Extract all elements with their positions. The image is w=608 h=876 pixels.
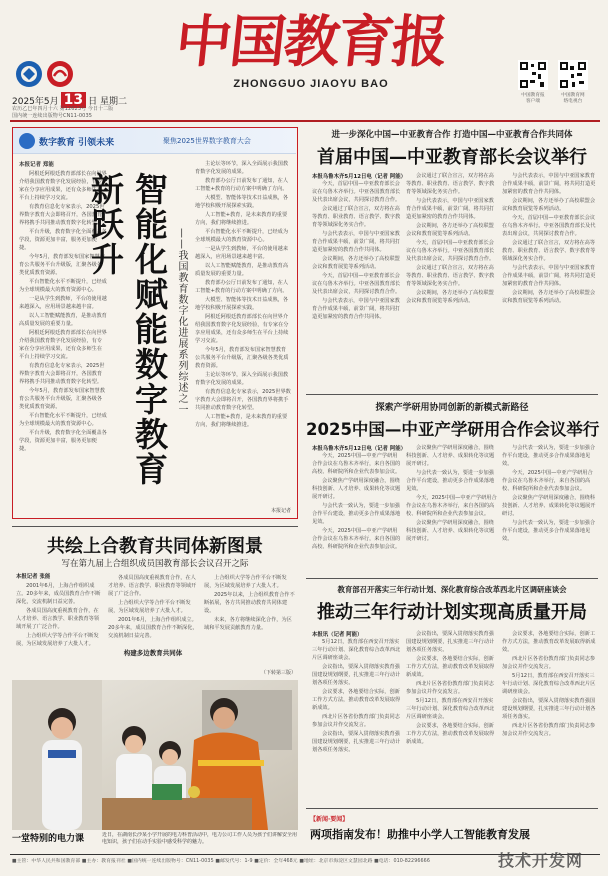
qr-code-icon[interactable]: [558, 60, 588, 90]
article-d-headline: 推动三年行动计划实现高质量开局: [317, 602, 587, 623]
paragraph: 与会代表一致认为，要进一步加强合作平台建设，推动更多合作成果落地见效。: [502, 445, 596, 467]
paragraph: 会议聚焦产学研用深度融合，围绕科技创新、人才培养、成果转化等议题展开研讨。: [406, 520, 495, 542]
paragraph: 会议通过了联合宣言，双方将在高等教育、职业教育、语言教学、数字教育等领域深化务实合作。: [502, 240, 596, 262]
news-flash-headline[interactable]: 两项指南发布！助推中小学人工智能教育发展: [310, 828, 530, 841]
paragraph: 上合组织大学等合作平台不断发展，为区域发展培养了大批人才。: [204, 575, 287, 589]
paragraph: 会议通过了联合宣言，双方将在高等教育、职业教育、语言教学、数字教育等领域深化务实合作。: [406, 265, 495, 287]
photo-block: [12, 680, 298, 850]
article-d-col-2: [406, 630, 498, 804]
paragraph: 会议指出，要深入贯彻落实教育强国建设规划纲要，扎实推进三年行动计划各项任务落实。: [312, 664, 401, 686]
paragraph: 2001年6月，上海合作组织成立。20多年来，成员国教育合作不断深化，交流机制日益完善。: [108, 617, 198, 639]
paragraph: 今天，2025中国—中亚产学研用合作会议在乌鲁木齐举行，来自各国的高校、科研院所和企业代表参加会议。: [502, 470, 593, 492]
paragraph: 会议指出，要深入贯彻落实教育强国建设规划纲要，扎实推进三年行动计划各项任务落实。: [406, 631, 495, 653]
article-c-col-3: [204, 574, 296, 676]
feature-banner-left: 数字教育 引领未来: [39, 138, 115, 148]
paragraph: 会议要求，各地要结合实际，创新工作方式方法，推动教育改革发展取得新成效。: [406, 723, 495, 745]
paragraph: 主论坛等环节，深入全面展示我国教育数字化发展的成果。: [195, 161, 289, 175]
article-d-col-1: [312, 638, 402, 804]
paragraph: 会议期间，各方还举办了高校联盟会议和教育展览等系列活动。: [312, 256, 400, 270]
paragraph: 人工智能+教育，是未来教育的重要方向，我们将继续推进。: [195, 212, 288, 226]
site-watermark: 技术开发网: [498, 851, 584, 870]
article-a-col-3: [502, 172, 596, 392]
article-a: [306, 128, 598, 396]
divider: [306, 578, 598, 579]
paragraph: 会议通过了联合宣言，双方将在高等教育、职业教育、语言教学、数字教育等领域深化务实合作。: [312, 206, 401, 228]
paragraph: 会议要求，各地要结合实际，创新工作方式方法，推动教育改革发展取得新成效。: [312, 689, 401, 711]
paragraph: 5月12日，教育部在西安召开落实三年行动计划、深化教育综合改革西北片区调研座谈会。: [312, 639, 401, 661]
paragraph: 今年5月，教育部发布国家智慧教育公共服务平台升级版，汇聚各级各类优质教育资源。: [19, 254, 105, 276]
qr-label-tv: 中国教育网 络电视台: [561, 93, 585, 104]
paragraph: 上合组织大学等合作平台不断发展，为区域发展培养了大批人才。: [108, 600, 191, 614]
divider: [306, 808, 598, 809]
article-b-headline: 2025中国—中亚产学研用合作会议举行: [306, 420, 600, 439]
paragraph: 以人工智能赋能教育，是推动教育高质量发展的重要力量。: [19, 313, 107, 327]
article-c-byline: 本报记者 张能: [16, 574, 51, 580]
feature-byline: 本报记者 郑能: [19, 162, 54, 168]
paragraph: 会议通过了联合宣言，双方将在高等教育、职业教育、语言教学、数字教育等领域深化务实合作。: [406, 173, 495, 195]
news-flash-label: 【新闻·要闻】: [310, 816, 349, 823]
paragraph: 会议聚焦产学研用深度融合，围绕科技创新、人才培养、成果转化等议题展开研讨。: [502, 495, 596, 517]
paragraph: 各成员国高度重视教育合作，在人才培养、语言教学、职业教育等领域开展了广泛合作。: [108, 575, 197, 597]
paragraph: 阿根廷阿根廷教育部部长在向世界介绍我国教育数字化发展经验，有专家在分享应用成果，还有众多师生在平台上持续学习交流。: [19, 171, 107, 201]
article-c-col-2: [108, 574, 198, 676]
newspaper-title: 中国教育报: [172, 9, 450, 75]
article-d-kicker: 教育部召开落实三年行动计划、深化教育综合改革西北片区调研座谈会: [337, 585, 567, 594]
article-b-col-2: [406, 444, 498, 572]
paragraph: 平台升级，教育数字化全面覆盖各学段，资源更加丰富，服务更加便捷。: [19, 229, 107, 251]
paragraph: 会议指出，要深入贯彻落实教育强国建设规划纲要，扎实推进三年行动计划各项任务落实。: [502, 698, 596, 720]
article-d: [306, 584, 598, 806]
digital-education-icon: [19, 133, 35, 149]
paragraph: 大模型、智能体等技术日益成熟，各地学校积极开展探索实践。: [195, 195, 289, 209]
article-a-byline: 本报乌鲁木齐5月12日电（记者 阿能）: [312, 174, 406, 180]
article-c-subhead: 写在第九届上合组织成员国教育部长会议召开之际: [61, 559, 249, 569]
paragraph: 与会代表表示，中国与中亚国家教育合作成果丰硕，前景广阔，将共同打造更加紧密的教育合作共同体。: [502, 173, 596, 195]
paragraph: 会议聚焦产学研用深度融合，围绕科技创新、人才培养、成果转化等议题展开研讨。: [406, 445, 495, 467]
paragraph: 今天，首届中国—中亚教育部长会议在乌鲁木齐举行。中亚各国教育部长及代表出席会议，共同探讨教育合作。: [406, 240, 495, 262]
paragraph: 今天，首届中国—中亚教育部长会议在乌鲁木齐举行。中亚各国教育部长及代表出席会议，共同探讨教育合作。: [502, 215, 596, 237]
paragraph: 平台智能化水平不断提升，已经成为全球规模最大的教育资源中心。: [195, 229, 289, 243]
paragraph: 与会代表一致认为，要进一步加强合作平台建设，推动更多合作成果落地见效。: [502, 520, 596, 542]
article-c-box-title: 构建多边教育共同体: [123, 649, 183, 657]
feature-author: 本报记者: [270, 508, 291, 514]
article-c-note: （下转第三版）: [260, 670, 296, 676]
photo-caption: 近日，在湖南长沙某小学开展的电力科普活动中，电力公司工作人员为孩子们讲解安全用电知识，孩子们在动手实验中感受科学的魅力。: [102, 832, 298, 845]
paragraph: 西北片区各省份教育部门负责同志参加会议并作交流发言。: [406, 681, 494, 695]
paragraph: 有教育信息化专家表示，2025世界数字教育大会即将召开，各国教育界将携手共同推动教育数字化转型。: [19, 204, 105, 226]
feature-headline: 智能化赋能数字教育新跃升: [86, 172, 169, 487]
article-c-headline: 共绘上合教育共同体新图景: [47, 536, 263, 557]
paragraph: 人工智能+教育，是未来教育的重要方向，我们将继续推进。: [195, 414, 288, 428]
paragraph: 平台智能化水平不断提升，已经成为全球规模最大的教育资源中心。: [19, 279, 107, 293]
paragraph: 与会代表表示，中国与中亚国家教育合作成果丰硕，前景广阔，将共同打造更加紧密的教育合作共同体。: [502, 265, 596, 287]
paragraph: 5月12日，教育部在西安召开落实三年行动计划、深化教育综合改革西北片区调研座谈会。: [502, 673, 596, 695]
feature-subhead: ——我国教育数字化进展系列综述之一: [176, 228, 187, 415]
article-b-col-3: [502, 444, 596, 572]
issue-info: 农历乙巳年四月十六 第12623号 今日十二版: [12, 106, 114, 112]
paragraph: 与会代表一致认为，要进一步加强合作平台建设，推动更多合作成果落地见效。: [312, 503, 401, 525]
feature-banner: [13, 128, 296, 154]
paragraph: 2025年以来，上合组织教育合作不断拓展，各方共同推动教育共同体建设。: [204, 592, 295, 614]
paragraph: 会议指出，要深入贯彻落实教育强国建设规划纲要，扎实推进三年行动计划各项任务落实。: [312, 731, 401, 753]
footer-info: ■主管：中华人民共和国教育部 ■主办：教育报刊社 ■国内统一连续出版物号：CN11-0035 ■邮发代号：1-9 ■定价：全年468元 ■地址：北京市海淀区文慧园北路 ■电话：010-82296666: [12, 859, 430, 864]
photo-electricity-class: [12, 680, 298, 830]
article-b-kicker: 探索产学研用协同创新的新模式新路径: [375, 403, 529, 413]
photo-title: 一堂特别的电力课: [12, 834, 85, 844]
paragraph: 有教育信息化专家表示，2025世界数字教育大会即将召开，各国教育界将携手共同推动教育数字化转型。: [195, 389, 291, 411]
paragraph: 阿根廷阿根廷教育部部长在向世界介绍我国教育数字化发展经验，有专家在分享应用成果，还有众多师生在平台上持续学习交流。: [195, 314, 289, 344]
paragraph: 会议期间，各方还举办了高校联盟会议和教育展览等系列活动。: [406, 223, 494, 237]
article-d-col-3: [502, 630, 596, 804]
paragraph: 会议期间，各方还举办了高校联盟会议和教育展览等系列活动。: [502, 198, 596, 212]
article-b-col-1: [312, 452, 402, 572]
paragraph: 会议要求，各地要结合实际，创新工作方式方法，推动教育改革发展取得新成效。: [406, 656, 495, 678]
feature-banner-right: 聚焦2025世界数字教育大会: [163, 137, 251, 145]
paragraph: 与会代表表示，中国与中亚国家教育合作成果丰硕，前景广阔，将共同打造更加紧密的教育合作共同体。: [312, 298, 401, 320]
paragraph: 上合组织大学等合作平台不断发展，为区域发展培养了大批人才。: [16, 633, 99, 647]
qr-label-client: 中国教育报 客户端: [521, 93, 545, 104]
paragraph: 今年5月，教育部发布国家智慧教育公共服务平台升级版，汇聚各级各类优质教育资源。: [19, 388, 105, 410]
paragraph: 今天，2025中国—中亚产学研用合作会议在乌鲁木齐举行，来自各国的高校、科研院所和企业代表参加会议。: [312, 528, 401, 550]
paragraph: 今年5月，教育部发布国家智慧教育公共服务平台升级版，汇聚各级各类优质教育资源。: [195, 347, 289, 369]
feature-box: [12, 127, 298, 519]
paragraph: 平台升级，教育数字化全面覆盖各学段，资源更加丰富，服务更加便捷。: [19, 430, 107, 452]
paragraph: 平台智能化水平不断提升，已经成为全球规模最大的教育资源中心。: [19, 413, 107, 427]
paragraph: 会议要求，各地要结合实际，创新工作方式方法，推动教育改革发展取得新成效。: [502, 631, 596, 653]
newspaper-pinyin: ZHONGGUO JIAOYU BAO: [233, 78, 389, 90]
paragraph: 今天，2025中国—中亚产学研用合作会议在乌鲁木齐举行，来自各国的高校、科研院所和企业代表参加会议。: [406, 495, 497, 517]
news-flash[interactable]: [306, 812, 598, 850]
paragraph: 各成员国高度重视教育合作，在人才培养、语言教学、职业教育等领域开展了广泛合作。: [16, 608, 100, 630]
paragraph: 与会代表一致认为，要进一步加强合作平台建设，推动更多合作成果落地见效。: [406, 470, 495, 492]
paragraph: 大模型、智能体等技术日益成熟，各地学校积极开展探索实践。: [195, 297, 289, 311]
paragraph: 西北片区各省份教育部门负责同志参加会议并作交流发言。: [312, 714, 400, 728]
paragraph: 教育部办公厅日前发布了通知，在人工智能+教育的行动方案中明确了方向。: [195, 280, 289, 294]
paragraph: 会议聚焦产学研用深度融合，围绕科技创新、人才培养、成果转化等议题展开研讨。: [312, 478, 401, 500]
paragraph: 未来，各方将继续深化合作，为区域和平发展贡献教育力量。: [204, 617, 292, 631]
article-c-col-1: [16, 582, 102, 676]
paragraph: 会议期间，各方还举办了高校联盟会议和教育展览等系列活动。: [406, 290, 494, 304]
article-a-headline: 首届中国—中亚教育部长会议举行: [317, 147, 587, 168]
article-a-kicker: 进一步深化中国—中亚教育合作 打造中国—中亚教育合作共同体: [331, 130, 573, 140]
paragraph: 2001年6月，上海合作组织成立。20多年来，成员国教育合作不断深化，交流机制日益完善。: [16, 583, 101, 605]
article-b-byline: 本报乌鲁木齐5月12日电（记者 阿能）: [312, 446, 406, 452]
paragraph: 以人工智能赋能教育，是推动教育高质量发展的重要力量。: [195, 263, 289, 277]
paragraph: 今天，首届中国—中亚教育部长会议在乌鲁木齐举行。中亚各国教育部长及代表出席会议，共同探讨教育合作。: [312, 273, 401, 295]
paragraph: 教育部办公厅日前发布了通知，在人工智能+教育的行动方案中明确了方向。: [195, 178, 289, 192]
article-a-col-1: [312, 180, 402, 392]
paragraph: 一是从学生到教师，平台的使用越来越深入，应用场景越来越丰富。: [19, 296, 107, 310]
issue-date: 2025年5月 13 日 星期二: [12, 92, 127, 108]
masthead: [0, 0, 608, 120]
paragraph: 与会代表表示，中国与中亚国家教育合作成果丰硕，前景广阔，将共同打造更加紧密的教育合作共同体。: [406, 198, 495, 220]
issue-number: 国内统一连续出版物号CN11-0035: [12, 113, 93, 119]
paragraph: 主论坛等环节，深入全面展示我国教育数字化发展的成果。: [195, 372, 289, 386]
article-c: [12, 530, 298, 678]
paragraph: 一是从学生到教师，平台的使用越来越深入，应用场景越来越丰富。: [195, 246, 289, 260]
divider: [306, 394, 598, 395]
divider: [12, 526, 298, 527]
paragraph: 今天，首届中国—中亚教育部长会议在乌鲁木齐举行。中亚各国教育部长及代表出席会议，共同探讨教育合作。: [312, 181, 401, 203]
paragraph: 有教育信息化专家表示，2025世界数字教育大会即将召开，各国教育界将携手共同推动教育数字化转型。: [19, 363, 105, 385]
article-a-col-2: [406, 172, 498, 392]
article-d-byline: 本报讯（记者 阿能）: [312, 632, 363, 638]
paragraph: 阿根廷阿根廷教育部部长在向世界介绍我国教育数字化发展经验，有专家在分享应用成果，还有众多师生在平台上持续学习交流。: [19, 330, 107, 360]
paragraph: 会议期间，各方还举办了高校联盟会议和教育展览等系列活动。: [502, 290, 596, 304]
paragraph: 5月12日，教育部在西安召开落实三年行动计划、深化教育综合改革西北片区调研座谈会。: [406, 698, 495, 720]
feature-column-2: [195, 160, 291, 514]
masthead-divider: [10, 120, 600, 122]
paragraph: 西北片区各省份教育部门负责同志参加会议并作交流发言。: [502, 723, 596, 737]
paragraph: 今天，2025中国—中亚产学研用合作会议在乌鲁木齐举行，来自各国的高校、科研院所和企业代表参加会议。: [312, 453, 401, 475]
paragraph: 西北片区各省份教育部门负责同志参加会议并作交流发言。: [502, 656, 596, 670]
article-b: [306, 400, 598, 576]
paragraph: 与会代表表示，中国与中亚国家教育合作成果丰硕，前景广阔，将共同打造更加紧密的教育合作共同体。: [312, 231, 401, 253]
qr-code-icon[interactable]: [518, 60, 548, 90]
newspaper-logo-icon: [14, 58, 78, 90]
